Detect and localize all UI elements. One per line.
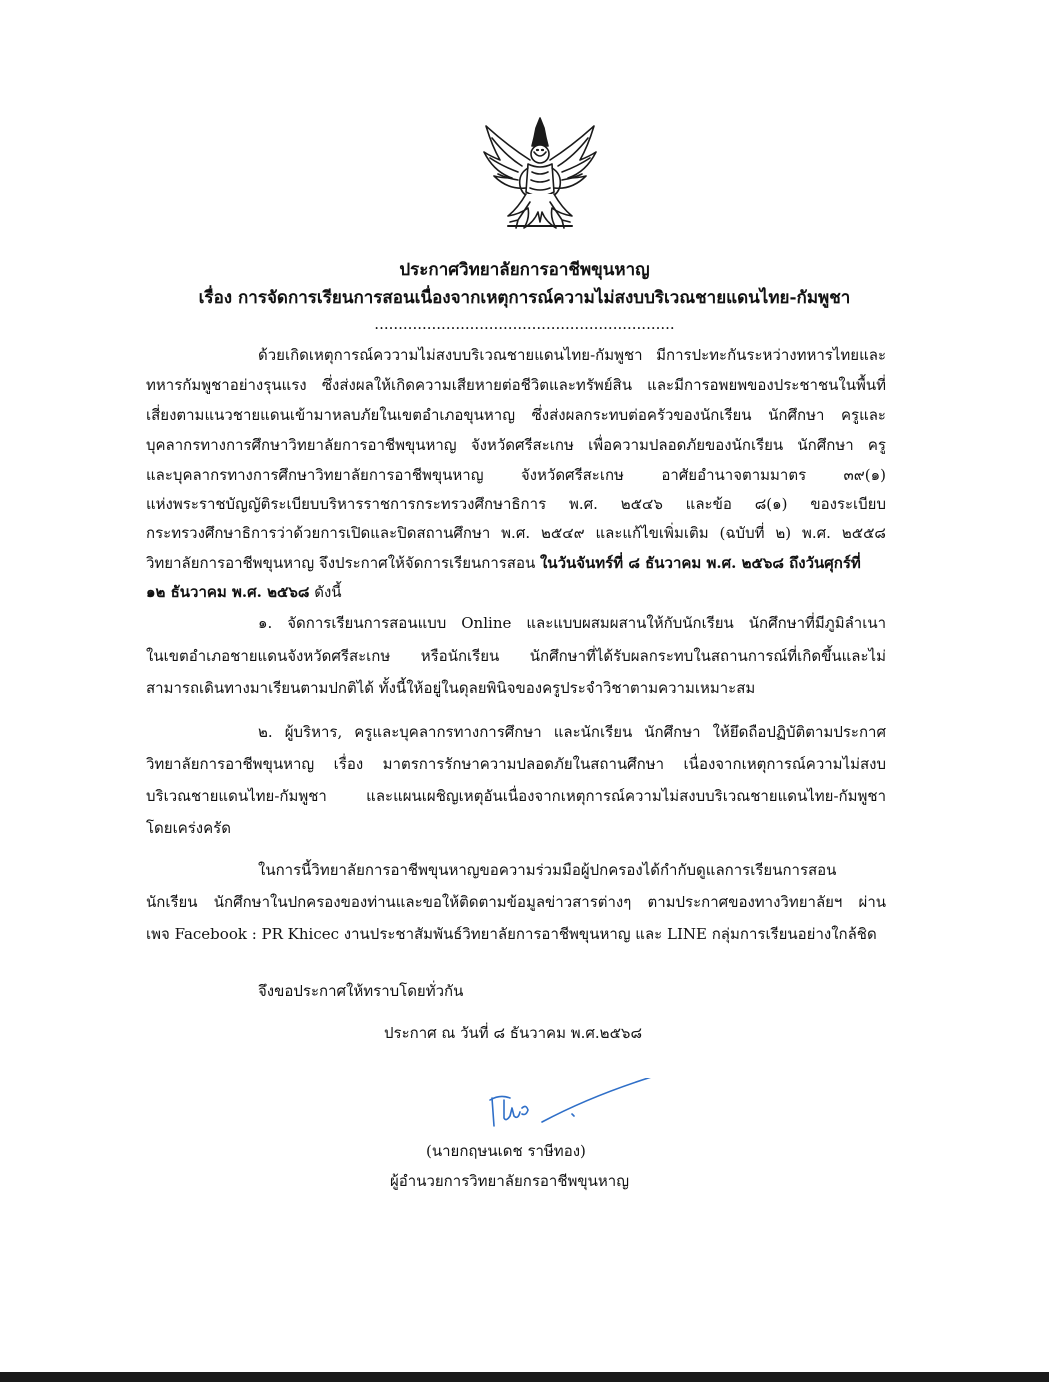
announcement-subject: เรื่อง การจัดการเรียนการสอนเนื่องจากเหตุการณ์ความไม่สงบบริเวณชายแดนไทย-กัมพูชา [198,288,851,308]
intro-date-range-start: ในวันจันทร์ที่ ๘ ธันวาคม พ.ศ. ๒๕๖๘ ถึงวันศุกร์ที่ [539,554,861,572]
garuda-emblem-icon [478,116,602,234]
intro-line-7: กระทรวงศึกษาธิการว่าด้วยการเปิดและปิดสถานศึกษา พ.ศ. ๒๕๔๙ และแก้ไขเพิ่มเติม (ฉบับที่ ๒) พ.ศ. ๒๕๕๘ [146,524,886,542]
intro-line-8-text: วิทยาลัยการอาชีพขุนหาญ จึงประกาศให้จัดการเรียนการสอน [146,554,540,572]
intro-line-8 [146,552,886,574]
item-2-line-2: วิทยาลัยการอาชีพขุนหาญ เรื่อง มาตรการรักษาความปลอดภัยในสถานศึกษา เนื่องจากเหตุการณ์ความไม่สงบ [146,755,886,773]
intro-line-4: บุคลากรทางการศึกษาวิทยาลัยการอาชีพขุนหาญ จังหวัดศรีสะเกษ เพื่อความปลอดภัยของนักเรียน นักศึกษา ครู [146,436,886,454]
item-2-line-3: บริเวณชายแดนไทย-กัมพูชา และแผนเผชิญเหตุอันเนื่องจากเหตุการณ์ความไม่สงบบริเวณชายแดนไทย-กัมพูชา [146,787,886,805]
item-1-line-2: ในเขตอำเภอชายแดนจังหวัดศรีสะเกษ หรือนักเรียน นักศึกษาที่ได้รับผลกระทบในสถานการณ์ที่เกิดขึ้นและไม่ [146,647,886,665]
intro-line-6: แห่งพระราชบัญญัติระเบียบบริหารราชการกระทรวงศึกษาธิการ พ.ศ. ๒๕๔๖ และข้อ ๘(๑) ของระเบียบ [146,495,886,513]
bottom-edge-bar [0,1372,1049,1382]
intro-date-range-end: ๑๒ ธันวาคม พ.ศ. ๒๕๖๘ [146,583,310,601]
intro-line-3: เสี่ยงตามแนวชายแดนเข้ามาหลบภัยในเขตอำเภอขุนหาญ ซึ่งส่งผลกระทบต่อครัวของนักเรียน นักศึกษา ครูและ [146,406,886,424]
intro-line-1: ด้วยเกิดเหตุการณ์คววามไม่สงบบริเวณชายแดนไทย-กัมพูชา มีการปะทะกันระหว่างทหารไทยและ [258,346,886,364]
item-1-line-1: ๑. จัดการเรียนการสอนแบบ Online และแบบผสมผสานให้กับนักเรียน นักศึกษาที่มีภูมิลำเนา [258,614,886,632]
intro-line-5: และบุคลากรทางการศึกษาวิทยาลัยการอาชีพขุนหาญ จังหวัดศรีสะเกษ อาศัยอำนาจตามมาตร ๓๙(๑) [146,466,886,484]
announcement-date: ประกาศ ณ วันที่ ๘ ธันวาคม พ.ศ.๒๕๖๘ [384,1024,643,1042]
intro-line-9-text: ดังนี้ [309,583,342,601]
announce-all-text: จึงขอประกาศให้ทราบโดยทั่วกัน [258,982,464,1000]
signer-name: (นายกฤษนเดช ราษีทอง) [426,1142,586,1160]
closing-line-3: เพจ Facebook : PR Khicec งานประชาสัมพันธ์วิทยาลัยการอาชีพขุนหาญ และ LINE กลุ่มการเรียนอย่างใกล้ชิด [146,925,877,943]
announcement-title: ประกาศวิทยาลัยการอาชีพขุนหาญ [399,260,650,280]
item-2-line-1: ๒. ผู้บริหาร, ครูและบุคลากรทางการศึกษา และนักเรียน นักศึกษา ให้ยึดถือปฏิบัติตามประกาศ [258,723,886,741]
signer-title: ผู้อำนวยการวิทยาลัยกรอาชีพขุนหาญ [390,1172,629,1190]
dotted-separator: ............................................................... [374,315,675,333]
intro-line-9 [146,581,886,603]
item-2-line-4: โดยเคร่งครัด [146,819,231,837]
intro-line-2: ทหารกัมพูชาอย่างรุนแรง ซึ่งส่งผลให้เกิดความเสียหายต่อชีวิตและทรัพย์สิน และมีการอพยพของประชาชนในพื้นที่ [146,376,886,394]
signature-icon [482,1078,692,1140]
item-1-line-3: สามารถเดินทางมาเรียนตามปกติได้ ทั้งนี้ให้อยู่ในดุลยพินิจของครูประจำวิชาตามความเหมาะสม [146,679,756,697]
closing-line-2: นักเรียน นักศึกษาในปกครองของท่านและขอให้ติดตามข้อมูลข่าวสารต่างๆ ตามประกาศของทางวิทยาลัยฯ ผ่าน [146,893,886,911]
closing-line-1: ในการนี้วิทยาลัยการอาชีพขุนหาญขอความร่วมมือผู้ปกครองได้กำกับดูแลการเรียนการสอน [258,861,837,879]
